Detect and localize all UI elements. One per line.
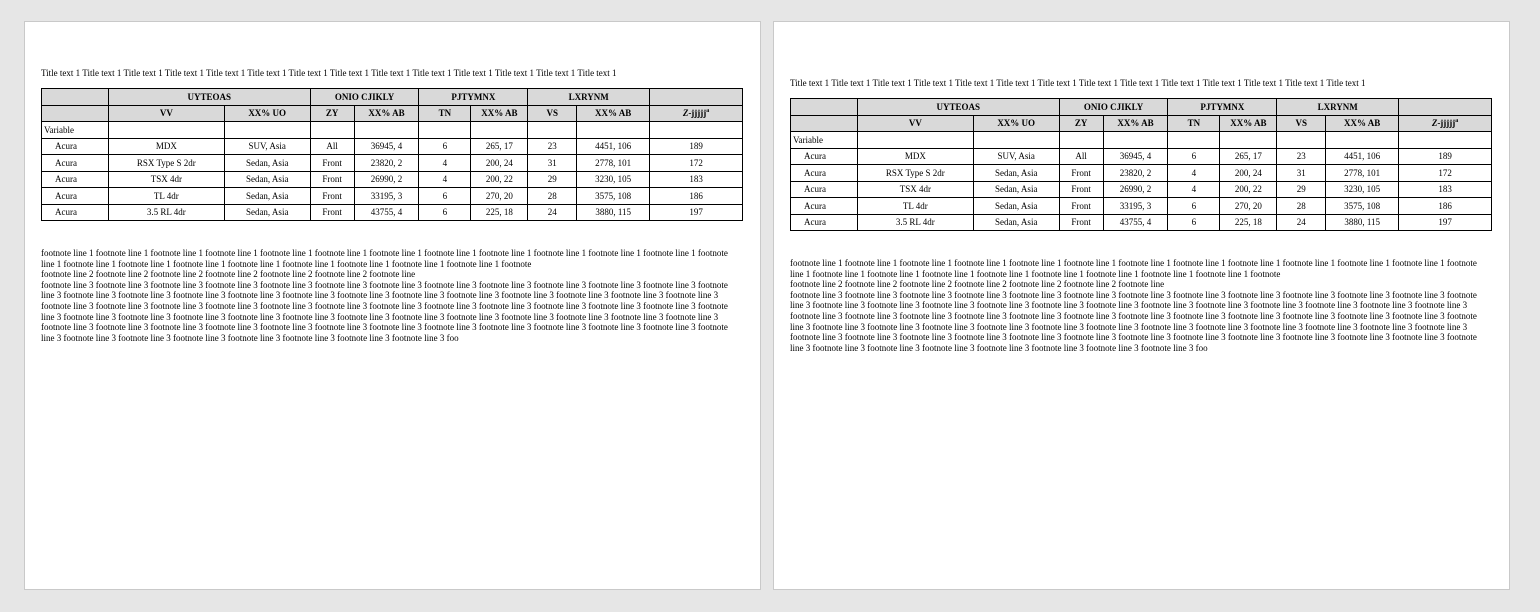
table-cell: 189: [650, 138, 743, 155]
table-cell: 23: [1277, 148, 1326, 165]
table-cell: Front: [310, 188, 354, 205]
group-header: UYTEOAS: [108, 89, 310, 106]
sub-header: XX% AB: [354, 105, 419, 122]
group-header-blank: [650, 89, 743, 106]
table-cell: 36945, 4: [354, 138, 419, 155]
z-header: Z-jjjjj$^a$: [650, 105, 743, 122]
table-cell: Front: [1059, 165, 1103, 182]
table-cell: 28: [528, 188, 577, 205]
sub-header: VS: [528, 105, 577, 122]
table-cell: Sedan, Asia: [224, 155, 310, 172]
variable-label: Variable: [42, 122, 109, 139]
sub-header: XX% AB: [471, 105, 528, 122]
sub-header: XX% AB: [577, 105, 650, 122]
table-cell: Sedan, Asia: [224, 171, 310, 188]
group-header-blank: [791, 99, 858, 116]
table-cell: 3575, 108: [577, 188, 650, 205]
table-row: [42, 204, 743, 221]
table-cell: 4: [419, 171, 471, 188]
table-cell: Acura: [791, 214, 858, 231]
table-cell: Sedan, Asia: [973, 165, 1059, 182]
table-cell: 24: [1277, 214, 1326, 231]
table-cell: 3880, 115: [577, 204, 650, 221]
table-row: [42, 138, 743, 155]
table-cell: Front: [310, 171, 354, 188]
table-cell: Acura: [42, 171, 109, 188]
table-cell: 172: [650, 155, 743, 172]
table-title: Title text 1 Title text 1 Title text 1 Title text 1 Title text 1 Title text 1 Title text 1 Title text 1 Title text 1 Title text 1 Title text 1 Title text 1 Title text 1 Title text 1: [41, 68, 617, 78]
table-cell: Sedan, Asia: [973, 181, 1059, 198]
variable-row: [791, 132, 1492, 149]
sub-header: VV: [857, 115, 973, 132]
sub-header: XX% AB: [1220, 115, 1277, 132]
sub-header-row: [42, 105, 743, 122]
table-row: [42, 155, 743, 172]
table-cell: Sedan, Asia: [224, 204, 310, 221]
table-cell: TSX 4dr: [108, 171, 224, 188]
table-cell: 6: [419, 204, 471, 221]
footnotes: [790, 258, 1492, 353]
data-table: [41, 88, 743, 221]
table-cell: All: [310, 138, 354, 155]
group-header-blank: [42, 89, 109, 106]
table-title: Title text 1 Title text 1 Title text 1 Title text 1 Title text 1 Title text 1 Title text 1 Title text 1 Title text 1 Title text 1 Title text 1 Title text 1 Title text 1 Title text 1: [790, 78, 1366, 88]
table-cell: 3575, 108: [1326, 198, 1399, 215]
table-cell: 3230, 105: [577, 171, 650, 188]
table-cell: 2778, 101: [577, 155, 650, 172]
table-cell: Front: [310, 155, 354, 172]
table-cell: 26990, 2: [354, 171, 419, 188]
table-cell: Sedan, Asia: [224, 188, 310, 205]
table-cell: 29: [1277, 181, 1326, 198]
group-header: UYTEOAS: [857, 99, 1059, 116]
table-cell: 28: [1277, 198, 1326, 215]
footnote-3: footnote line 3 footnote line 3 footnote line 3 footnote line 3 footnote line 3 footnote line 3 footnote line 3 footnote line 3 footnote line 3 footnote line 3 footnote line 3 footnote line 3 footnote line 3 footnote line 3 footnote line 3 footnote line 3 footnote line 3 footnote line 3 footnote line 3 footnote line 3 footnote line 3 footnote line 3 footnote line 3 footnote line 3 footnote line 3 footnote line 3 footnote line 3 footnote line 3 footnote line 3 footnote line 3 footnote line 3 footnote line 3 footnote line 3 footnote line 3 footnote line 3 footnote line 3 footnote line 3 footnote line 3 footnote line 3 footnote line 3 footnote line 3 footnote line 3 footnote line 3 footnote line 3 footnote line 3 footnote line 3 footnote line 3 footnote line 3 footnote line 3 footnote line 3 footnote line 3 footnote line 3 footnote line 3 footnote line 3 footnote line 3 footnote line 3 footnote line 3 footnote line 3 footnote line 3 footnote line 3 footnote line 3 footnote line 3 footnote line 3 footnote line 3 footnote line 3 footnote line 3 footnote line 3 footnote line 3 footnote line 3 footnote line 3 foo: [790, 289, 1477, 353]
sub-header: [42, 105, 109, 122]
table-cell: 172: [1399, 165, 1492, 182]
data-table: [790, 98, 1492, 231]
table-cell: 183: [1399, 181, 1492, 198]
footnote-1: footnote line 1 footnote line 1 footnote line 1 footnote line 1 footnote line 1 footnote line 1 footnote line 1 footnote line 1 footnote line 1 footnote line 1 footnote line 1 footnote line 1 footnote line 1 footnote line 1 footnote line 1 footnote line 1 footnote line 1 footnote line 1 footnote line 1 footnote line 1 footnote line 1 footnote: [790, 258, 1477, 279]
table-cell: Acura: [791, 165, 858, 182]
table-cell: 265, 17: [471, 138, 528, 155]
sub-header: XX% UO: [224, 105, 310, 122]
table-cell: 4451, 106: [1326, 148, 1399, 165]
group-header: ONIO CJIKLY: [1059, 99, 1168, 116]
table-cell: 4: [1168, 165, 1220, 182]
table-cell: All: [1059, 148, 1103, 165]
table-cell: Acura: [791, 181, 858, 198]
table-cell: 3230, 105: [1326, 181, 1399, 198]
table-cell: Front: [1059, 198, 1103, 215]
table-cell: SUV, Asia: [973, 148, 1059, 165]
table-cell: 2778, 101: [1326, 165, 1399, 182]
group-header: PJTYMNX: [1168, 99, 1277, 116]
table-cell: 6: [1168, 198, 1220, 215]
table-cell: 43755, 4: [354, 204, 419, 221]
group-header: PJTYMNX: [419, 89, 528, 106]
table-cell: 33195, 3: [354, 188, 419, 205]
table-cell: Front: [1059, 214, 1103, 231]
table-cell: 186: [650, 188, 743, 205]
table-cell: 23820, 2: [1103, 165, 1168, 182]
sub-header: [791, 115, 858, 132]
table-cell: 6: [1168, 214, 1220, 231]
sub-header: XX% AB: [1103, 115, 1168, 132]
table-cell: 200, 22: [1220, 181, 1277, 198]
table-row: [42, 188, 743, 205]
z-header: Z-jjjjj$^a$: [1399, 115, 1492, 132]
sub-header: VV: [108, 105, 224, 122]
table-cell: 225, 18: [471, 204, 528, 221]
table-cell: 43755, 4: [1103, 214, 1168, 231]
table-row: [791, 148, 1492, 165]
table-cell: 23: [528, 138, 577, 155]
table-cell: TL 4dr: [108, 188, 224, 205]
table-cell: MDX: [857, 148, 973, 165]
table-cell: 6: [419, 138, 471, 155]
table-cell: 3.5 RL 4dr: [857, 214, 973, 231]
table-row: [791, 214, 1492, 231]
table-row: [791, 181, 1492, 198]
table-cell: RSX Type S 2dr: [108, 155, 224, 172]
table-cell: 24: [528, 204, 577, 221]
table-cell: 186: [1399, 198, 1492, 215]
table-cell: TL 4dr: [857, 198, 973, 215]
table-cell: 225, 18: [1220, 214, 1277, 231]
group-header-blank: [1399, 99, 1492, 116]
group-header: LXRYNM: [1277, 99, 1399, 116]
table-cell: 6: [419, 188, 471, 205]
table-cell: MDX: [108, 138, 224, 155]
variable-label: Variable: [791, 132, 858, 149]
table-cell: 200, 22: [471, 171, 528, 188]
table-cell: TSX 4dr: [857, 181, 973, 198]
table-cell: 29: [528, 171, 577, 188]
table-cell: SUV, Asia: [224, 138, 310, 155]
table-cell: 33195, 3: [1103, 198, 1168, 215]
table-cell: Acura: [42, 138, 109, 155]
sub-header: XX% UO: [973, 115, 1059, 132]
table-cell: 265, 17: [1220, 148, 1277, 165]
table-cell: Front: [310, 204, 354, 221]
document-page-2: [773, 21, 1510, 590]
table-cell: 31: [528, 155, 577, 172]
sub-header-row: [791, 115, 1492, 132]
group-header-row: [42, 89, 743, 106]
table-cell: 23820, 2: [354, 155, 419, 172]
table-cell: 3880, 115: [1326, 214, 1399, 231]
table-cell: 4451, 106: [577, 138, 650, 155]
table-cell: 4: [1168, 181, 1220, 198]
table-row: [791, 198, 1492, 215]
sub-header: ZY: [1059, 115, 1103, 132]
table-cell: 189: [1399, 148, 1492, 165]
table-cell: 4: [419, 155, 471, 172]
group-header: ONIO CJIKLY: [310, 89, 419, 106]
table-cell: 183: [650, 171, 743, 188]
table-cell: 36945, 4: [1103, 148, 1168, 165]
sub-header: ZY: [310, 105, 354, 122]
table-cell: Acura: [42, 188, 109, 205]
footnotes: [41, 248, 743, 343]
sub-header: VS: [1277, 115, 1326, 132]
table-cell: Acura: [791, 198, 858, 215]
footnote-1: footnote line 1 footnote line 1 footnote line 1 footnote line 1 footnote line 1 footnote line 1 footnote line 1 footnote line 1 footnote line 1 footnote line 1 footnote line 1 footnote line 1 footnote line 1 footnote line 1 footnote line 1 footnote line 1 footnote line 1 footnote line 1 footnote line 1 footnote line 1 footnote line 1 footnote: [41, 248, 728, 269]
document-page-1: [24, 21, 761, 590]
footnote-2: footnote line 2 footnote line 2 footnote line 2 footnote line 2 footnote line 2 footnote line 2 footnote line: [41, 269, 416, 280]
sub-header: TN: [1168, 115, 1220, 132]
table-cell: 26990, 2: [1103, 181, 1168, 198]
table-cell: Acura: [42, 204, 109, 221]
table-cell: Front: [1059, 181, 1103, 198]
table-cell: Acura: [791, 148, 858, 165]
table-cell: 200, 24: [1220, 165, 1277, 182]
table-cell: 270, 20: [471, 188, 528, 205]
table-cell: Acura: [42, 155, 109, 172]
table-row: [791, 165, 1492, 182]
variable-row: [42, 122, 743, 139]
group-header: LXRYNM: [528, 89, 650, 106]
footnote-3: footnote line 3 footnote line 3 footnote line 3 footnote line 3 footnote line 3 footnote line 3 footnote line 3 footnote line 3 footnote line 3 footnote line 3 footnote line 3 footnote line 3 footnote line 3 footnote line 3 footnote line 3 footnote line 3 footnote line 3 footnote line 3 footnote line 3 footnote line 3 footnote line 3 footnote line 3 footnote line 3 footnote line 3 footnote line 3 footnote line 3 footnote line 3 footnote line 3 footnote line 3 footnote line 3 footnote line 3 footnote line 3 footnote line 3 footnote line 3 footnote line 3 footnote line 3 footnote line 3 footnote line 3 footnote line 3 footnote line 3 footnote line 3 footnote line 3 footnote line 3 footnote line 3 footnote line 3 footnote line 3 footnote line 3 footnote line 3 footnote line 3 footnote line 3 footnote line 3 footnote line 3 footnote line 3 footnote line 3 footnote line 3 footnote line 3 footnote line 3 footnote line 3 footnote line 3 footnote line 3 footnote line 3 footnote line 3 footnote line 3 footnote line 3 footnote line 3 footnote line 3 footnote line 3 footnote line 3 footnote line 3 footnote line 3 foo: [41, 279, 728, 343]
group-header-row: [791, 99, 1492, 116]
table-cell: Sedan, Asia: [973, 198, 1059, 215]
table-cell: RSX Type S 2dr: [857, 165, 973, 182]
table-cell: 200, 24: [471, 155, 528, 172]
table-cell: 6: [1168, 148, 1220, 165]
footnote-2: footnote line 2 footnote line 2 footnote line 2 footnote line 2 footnote line 2 footnote line 2 footnote line: [790, 279, 1165, 290]
table-cell: 197: [650, 204, 743, 221]
table-cell: 270, 20: [1220, 198, 1277, 215]
table-cell: Sedan, Asia: [973, 214, 1059, 231]
table-row: [42, 171, 743, 188]
sub-header: XX% AB: [1326, 115, 1399, 132]
table-cell: 31: [1277, 165, 1326, 182]
sub-header: TN: [419, 105, 471, 122]
table-cell: 3.5 RL 4dr: [108, 204, 224, 221]
table-cell: 197: [1399, 214, 1492, 231]
